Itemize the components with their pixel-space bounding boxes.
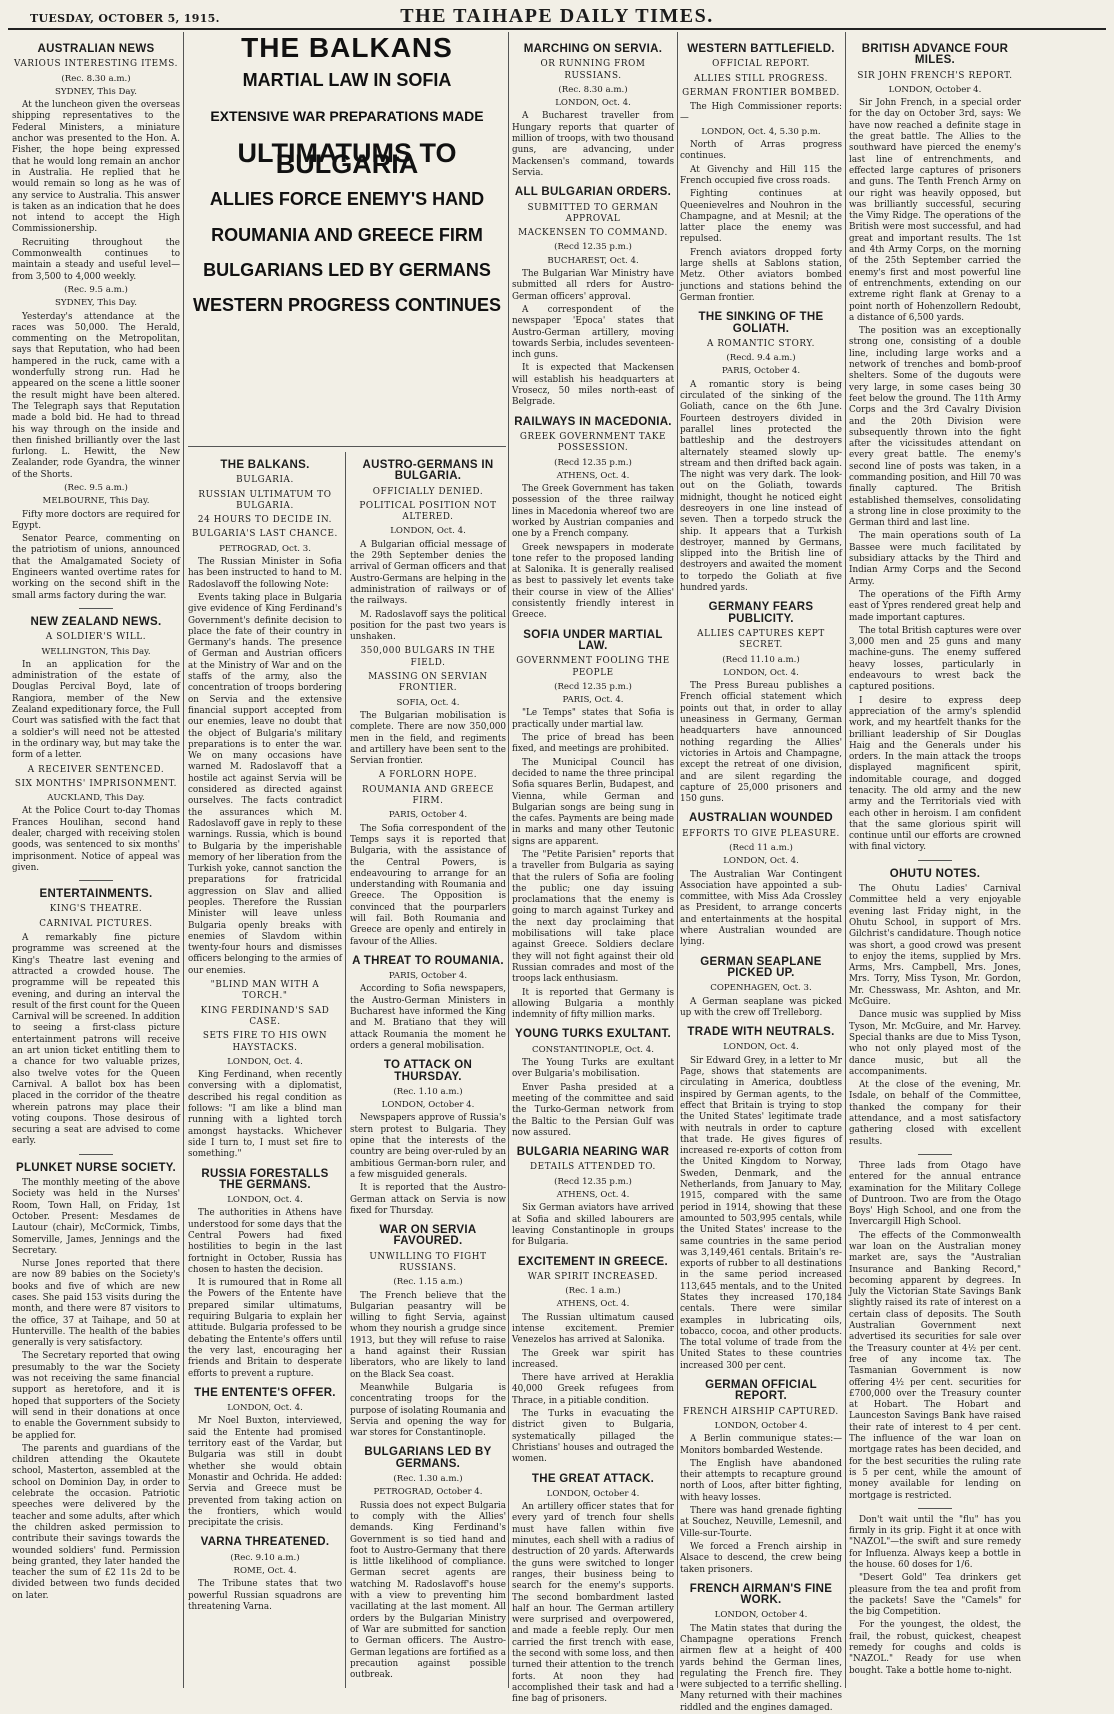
article-paragraph: The Bulgarian War Ministry have submitted all rders for Austro-German officers' approval. (512, 269, 674, 302)
article-paragraph: The monthly meeting of the above Society was held in the Nurses' Room, Town Hall, on Friday, 1st October. Present: Mesdames de Lautour (chair), McCormick, Timbs, Somerville, James, Jennings and the Secretary. (12, 1178, 180, 1256)
article-heading: WAR ON SERVIA FAVOURED. (379, 1224, 477, 1248)
article-paragraph: "Desert Gold" Tea drinkers get pleasure from the tea and profit from the packets! Save the "Camels" for the big Competition. (849, 1573, 1021, 1618)
issue-date: TUESDAY, OCTOBER 5, 1915. (30, 12, 220, 25)
article-heading: GERMANY FEARS PUBLICITY. (708, 601, 814, 625)
article-paragraph: At Givenchy and Hill 115 the French occupied five cross roads. (680, 164, 842, 186)
article-heading: THE SINKING OF THE GOLIATH. (698, 311, 824, 335)
article-separator (79, 880, 113, 881)
newspaper-title: THE TAIHAPE DAILY TIMES. (400, 5, 714, 27)
article-paragraph: Fighting continues at Queenievelres and Nouhron in the Champagne, and at Mesnil; at the latter place the enemy was repulsed. (680, 189, 842, 245)
article-paragraph: The Russian Minister in Sofia has been instructed to hand to M. Radoslavoff the following Note: (188, 557, 342, 590)
article-paragraph: A romantic story is being circulated of the sinking of the Goliath, cance on the 6th June. Fourteen destroyers divided in parallel lines protected the battleship and the destroyers alternately steamed slowly up-stream and then drifted back again. The night was very dark. The look-out on the Goliath, towards midnight, thought he noticed eight desreoyers in one line instead of seven. Then a torpedo struck the ship. It appears that a Turkish destroyer, manned by Germans, slipped into the British line of destroyers and awaited the moment to torpedo the Goliath at five hundred yards. (680, 379, 842, 594)
article-dateline: LONDON, October 4. (714, 1610, 808, 1621)
article-paragraph: The Press Bureau publishes a French official statement which points out that, in order to allay uneasiness in Germany, German headquarters have announced nothing regarding the Allies' victories in Artois and Champagne, except the retreat of one division, and are silent regarding the capture of 25,000 prisoners and 150 guns. (680, 681, 842, 805)
article-subheading: POLITICAL POSITION NOT ALTERED. (359, 500, 497, 523)
article-paragraph: The Matin states that during the Champagne operations French airmen flew at a height of 400 yards behind the German lines, regulating the French fire. They were subjected to a terrific shelling. Many returned with their machines riddled and the engines damaged. (680, 1623, 842, 1713)
article-dateline: LONDON, October 4. (888, 84, 982, 95)
article-paragraph: A remarkably fine picture programme was screened at the King's Theatre last evening and attracted a crowded house. The programme will be repeated this evening, and during an interval the result of the first count for the Queen Carnival will be screened. In addition to seeing a first-class picture entertainment patrons will receive an art union ticket entitling them to a chance for two valuable prizes, also twelve votes for the Queen Carnival. A ballot box has been placed in the corridor of the theatre wherein patrons may place their voting coupons. Those desirous of securing a seat are advised to come early. (12, 933, 180, 1147)
article-heading: AUSTRO-GERMANS IN BULGARIA. (362, 459, 494, 483)
article-paragraph: The English have abandoned their attempts to recapture ground north of Loos, after bitter fighting, with heavy losses. (680, 1458, 842, 1503)
article-heading: FRENCH AIRMAN'S FINE WORK. (689, 1582, 833, 1607)
article-heading: TO ATTACK ON THURSDAY. (383, 1059, 473, 1083)
article-paragraph: A Bucharest traveller from Hungary reports that quarter of million of troops, with two thousand guns, are advancing, under Mackensen's command, towards Servia. (512, 111, 674, 178)
article-subheading: SUBMITTED TO GERMAN APPROVAL (527, 202, 659, 224)
article-paragraph: Dance music was supplied by Miss Tyson, Mr. McGuire, and Mr. Harvey. Special thanks are due to Miss Tyson, who not only played most of the dance music, but all the accompaniments. (849, 1010, 1021, 1077)
article-subheading: OFFICIALLY DENIED. (372, 486, 484, 497)
article-subheading: FRENCH AIRSHIP CAPTURED. (683, 1406, 839, 1417)
article-paragraph: An artillery officer states that for every yard of trench four shells must have fallen within five minutes, each shell with a radius of destruction of 20 yards. Afterwards the guns were switched to longer ranges, their business being to search for the enemy's supports. The second bombardment lasted half an hour. The German artillery were surprised and overpowered, and made a feeble reply. Our men carried the first trench with ease, the second with some loss, and then turned their attention to the trench forts. At noon they had accomplished their task and had a fine bag of prisoners. (512, 1502, 674, 1705)
column-1 (12, 36, 180, 1690)
article-dateline: LONDON, Oct. 4, 5.30 p.m. (701, 126, 821, 137)
article-paragraph: According to Sofia newspapers, the Austro-German Ministers in Bucharest have informed the King and M. Bratiano that they will attack Roumania the moment he orders a general mobilisation. (350, 984, 506, 1051)
article-heading: THE BALKANS. (220, 459, 310, 471)
article-dateline: (Rec. 9.5 a.m.) (64, 482, 128, 493)
article-subheading: SETS FIRE TO HIS OWN HAYSTACKS. (202, 1031, 328, 1053)
column-rule (183, 32, 184, 1688)
article-dateline: LONDON, Oct. 4. (723, 856, 799, 867)
article-paragraph: The authorities in Athens have understood for some days that the Central Powers had fixed hostilities to begin in the last fortnight in October, Russia has chosen to hasten the decision. (188, 1208, 342, 1275)
article-dateline: ATHENS, Oct. 4. (556, 1299, 630, 1310)
article-subheading: SIX MONTHS' IMPRISONMENT. (14, 778, 178, 789)
balkans-headline: ULTIMATUMS TO BULGARIA (237, 137, 457, 180)
article-paragraph: Six German aviators have arrived at Sofia and skilled labourers are leaving Constantinople in groups for Bulgaria. (512, 1203, 674, 1248)
article-heading: THE GREAT ATTACK. (531, 1472, 655, 1485)
article-paragraph: The position was an exceptionally strong one, consisting of a double line, including large works and a network of trenches and bomb-proof shelters. Some of the dugouts were very large, in some cases being 30 feet below the ground. The 11th Army Corps and the 3rd Cavalry Division and the 20th Division were subsequently thrown into the fight after the vicissitudes attendant on every great battle. The enemy's second line of posts was taken, in a commanding position, and Hill 70 was finally captured. The British established themselves, consolidating a strong line in close proximity to the German third and last line. (849, 326, 1021, 529)
article-subheading: A ROMANTIC STORY. (706, 338, 816, 349)
article-paragraph: The Sofia correspondent of the Temps says it is reported that Bulgaria, with the assistance of the Central Powers, is endeavouring to arrange for an understanding with Roumania and Greece. The Opposition is convinced that the pourparlers will fail. Both Roumania and Greece are openly and entirely in favour of the Allies. (350, 823, 506, 947)
article-subheading: GERMAN FRONTIER BOMBED. (682, 87, 840, 98)
article-dateline: WELLINGTON, This Day. (41, 646, 151, 657)
article-subheading: MACKENSEN TO COMMAND. (518, 228, 668, 239)
article-subheading: BULGARIA. (236, 475, 294, 486)
article-dateline: (Rec. 1.15 a.m.) (393, 1277, 463, 1288)
article-dateline: SYDNEY, This Day. (55, 86, 137, 97)
article-dateline: (Rec. 8.30 a.m.) (558, 84, 628, 95)
article-paragraph: A Berlin communique states:—Monitors bombarded Westende. (680, 1434, 842, 1456)
balkans-headline: ROUMANIA AND GREECE FIRM (211, 224, 483, 245)
article-subheading: WAR SPIRIT INCREASED. (527, 1271, 659, 1282)
article-heading: WESTERN BATTLEFIELD. (687, 43, 835, 55)
article-subheading: KING FERDINAND'S SAD CASE. (200, 1005, 330, 1027)
article-dateline: (Recd. 9.4 a.m.) (726, 353, 796, 364)
section-rule (188, 446, 506, 447)
balkans-title: THE BALKANS (241, 32, 453, 63)
article-paragraph: The price of bread has been fixed, and meetings are prohibited. (512, 733, 674, 755)
article-dateline: (Recd 12.35 p.m.) (554, 1176, 632, 1187)
article-heading: RUSSIA FORESTALLS THE GERMANS. (201, 1167, 329, 1191)
article-paragraph: Greek newspapers in moderate tone refer to the proposed landing at Salonika. It is generally realised as best to passively let events take their course in view of the Allies' consistently friendly interest in Greece. (512, 542, 674, 621)
article-dateline: LONDON, Oct. 4. (227, 1195, 303, 1206)
article-paragraph: Meanwhile Bulgaria is concentrating troops for the purpose of isolating Roumania and Servia and opening the way for war stores for Constantinople. (350, 1382, 506, 1439)
article-subheading: UNWILLING TO FIGHT RUSSIANS. (369, 1251, 487, 1273)
column-2b (350, 452, 506, 1690)
column-5 (849, 36, 1021, 1690)
column-4 (680, 36, 842, 1713)
article-paragraph: The operations of the Fifth Army east of Ypres rendered great help and made important captures. (849, 589, 1021, 623)
article-dateline: (Recd 12.35 p.m.) (554, 681, 632, 692)
article-subheading: VARIOUS INTERESTING ITEMS. (14, 59, 178, 70)
column-rule (508, 32, 509, 1688)
article-dateline: (Rec. 1.10 a.m.) (393, 1086, 463, 1097)
article-dateline: PARIS, October 4. (721, 366, 801, 377)
article-separator (918, 1154, 952, 1155)
article-heading: A THREAT TO ROUMANIA. (352, 954, 504, 967)
article-subheading: A SOLDIER'S WILL. (45, 632, 147, 643)
balkans-headline: MARTIAL LAW IN SOFIA (242, 70, 452, 91)
article-paragraph: Three lads from Otago have entered for the annual entrance examination for the Military College of Duntroon. Two are from the Otago Boys' High School, and one from the Invercargill High School. (849, 1160, 1021, 1228)
article-paragraph: The Young Turks are exultant over Bulgaria's mobilisation. (512, 1058, 674, 1080)
article-heading: VARNA THREATENED. (200, 1536, 330, 1549)
article-subheading: EFFORTS TO GIVE PLEASURE. (682, 828, 840, 839)
article-dateline: ATHENS, Oct. 4. (556, 470, 630, 481)
article-paragraph: The Secretary reported that owing presumably to the war the Society was not receiving the same financial support as heretofore, and it is hoped that supporters of the Society will send in their donations at once to enable the Government subsidy to be applied for. (12, 1351, 180, 1441)
article-paragraph: The Russian ultimatum caused intense excitement. Premier Venezelos has arrived at Salonika. (512, 1312, 674, 1346)
article-heading: GERMAN SEAPLANE PICKED UP. (700, 955, 822, 979)
article-paragraph: The parents and guardians of the children attending the Okautete school, Masterton, assembled at the school on Dominion Day, in order to celebrate the occasion. Patriotic speeches were delivered by the teacher and some adults, after which the children asked permission to contribute their savings towards the wounded soldiers' fund. Permission being granted, they later handed the teacher the sum of £2 11s 2d to be divided between two funds decided on later. (12, 1443, 180, 1601)
article-subheading: SIR JOHN FRENCH'S REPORT. (857, 70, 1013, 81)
article-dateline: (Recd 12.35 p.m.) (554, 242, 632, 253)
article-dateline: LONDON, October 4. (546, 1488, 640, 1499)
article-heading: AUSTRALIAN NEWS (37, 43, 155, 55)
article-paragraph: The Ohutu Ladies' Carnival Committee held a very enjoyable evening last Friday night, in the Ohutu School, in support of Mrs. Gilchrist's candidature. Though notice was short, a good crowd was present to enjoy the items, supplied by Mrs. Arms, Mrs. Campbell, Mrs. Jones, Mrs. Torry, Miss Tyson, Mr. Gordon, Mr. Chesswass, Mr. Ashton, and Mr. McGuire. (849, 884, 1021, 1008)
article-heading: PLUNKET NURSE SOCIETY. (16, 1161, 176, 1174)
masthead (8, 4, 1106, 30)
article-paragraph: Don't wait until the "flu" has you firmly in its grip. Fight it at once with "NAZOL"—the swift and sure remedy for Influenza. Always keep a bottle in the house. 60 doses for 1/6. (849, 1514, 1021, 1570)
article-paragraph: The Tribune states that two powerful Russian squadrons are threatening Varna. (188, 1579, 342, 1612)
column-3 (512, 36, 674, 1705)
article-dateline: LONDON, Oct. 4. (555, 98, 631, 109)
article-heading: TRADE WITH NEUTRALS. (687, 1026, 835, 1039)
article-dateline: (Recd 11 a.m.) (729, 843, 793, 853)
article-dateline: PETROGRAD, October 4. (373, 1487, 483, 1498)
article-subheading: ROUMANIA AND GREECE FIRM. (362, 784, 494, 807)
article-subheading: ALLIES CAPTURES KEPT SECRET. (697, 628, 825, 651)
article-dateline: BUCHAREST, Oct. 4. (547, 255, 639, 266)
article-paragraph: Fifty more doctors are required for Egypt. (12, 509, 180, 531)
article-paragraph: At the close of the evening, Mr. Isdale, on behalf of the Committee, thanked the company for their attendance, and a most satisfactory gathering closed with excellent results. (849, 1080, 1021, 1147)
article-paragraph: There have arrived at Heraklia 40,000 Greek refugees from Thrace, in a pitiable condition. (512, 1373, 674, 1406)
article-heading: OHUTU NOTES. (889, 867, 981, 880)
article-dateline: SYDNEY, This Day. (55, 298, 137, 309)
article-dateline: ROME, Oct. 4. (233, 1566, 297, 1577)
article-paragraph: The Bulgarian mobilisation is complete. There are now 350,000 men in the field, and regiments and artillery have been sent to the Servian frontier. (350, 710, 506, 767)
article-paragraph: The Municipal Council has decided to name the three principal Sofia squares Berlin, Budapest, and Vienna, while German and Bulgarian songs are being sung in the cafes. Payments are being made in marks and many other Teutonic signs are apparent. (512, 757, 674, 847)
article-subheading: 24 HOURS TO DECIDE IN. (197, 515, 333, 526)
article-paragraph: The French believe that the Bulgarian peasantry will be willing to fight Servia, against whom they nourish a grudge since 1913, but they will refuse to raise a hand against their Russian liberators, who are likely to land on the Black Sea coast. (350, 1290, 506, 1380)
article-dateline: LONDON, Oct. 4. (723, 667, 799, 678)
balkans-headline-block (188, 32, 506, 442)
article-subheading: KING'S THEATRE. (49, 904, 143, 915)
article-heading: THE ENTENTE'S OFFER. (194, 1386, 336, 1399)
article-heading: NEW ZEALAND NEWS. (30, 615, 162, 628)
column-rule (345, 452, 346, 1688)
article-paragraph: It is reported that Germany is allowing Bulgaria a monthly indemnity of fifty million marks. (512, 987, 674, 1021)
article-dateline: PETROGRAD, Oct. 3. (219, 543, 311, 554)
article-heading: ALL BULGARIAN ORDERS. (514, 186, 672, 199)
article-heading: BRITISH ADVANCE FOUR MILES. (861, 43, 1009, 67)
article-paragraph: Sir John French, in a special order for the day on October 3rd, says: We have now reached a definite stage in the great battle. The Allies to the southward have pierced the enemy's last line of entrenchments, and effected large captures of prisoners and guns. The Tenth French Army on our right was heavily opposed, but was brilliantly successful, securing the Vimy Ridge. The operations of the British were most successful, and had great and important results. The 1st and 4th Army Corps, on the morning of the 25th September carried the enemy's first and most powerful line of entrenchments, extending on our extreme right flank at Grenay to a point north of Hohenzollern Redoubt, a distance of 6,500 yards. (849, 98, 1021, 323)
article-paragraph: It is expected that Mackensen will establish his headquarters at Vrosecz, 50 miles north-east of Belgrade. (512, 363, 674, 408)
column-rule (677, 32, 678, 1688)
balkans-headline: EXTENSIVE WAR PREPARATIONS MADE (210, 107, 484, 124)
article-paragraph: Yesterday's attendance at the races was 50,000. The Herald, commenting on the Metropolitan, says that Reputation, who had been hampered in the ruck, came with a wonderfully strong run. Had he appeared on the scene a little sooner the result might have been altered. The Telegraph says that Reputation made a bold bid. He had to thread his way through on the inside and then finished brilliantly over the last furlong. L. Hewitt, the New Zealander, rode Gyandra, the winner of the Shorts. (12, 311, 180, 480)
article-paragraph: The Australian War Contingent Association have appointed a sub-committee, with Miss Ada Crossley as President, to arrange concerts and entertainments at the hospital where Australian wounded are lying. (680, 869, 842, 948)
article-subheading: A FORLORN HOPE. (378, 770, 478, 781)
article-separator (79, 608, 113, 609)
article-dateline: (Rec. 8.30 a.m.) (61, 73, 131, 84)
article-paragraph: Mr Noel Buxton, interviewed, said the Entente had promised territory east of the Vardar, but Bulgaria was still in doubt whether she would obtain Monastir and Ochrida. He added: Servia and Greece must be prevented from taking action on the frontiers, which would precipitate the crisis. (188, 1416, 342, 1529)
article-paragraph: The total British captures were over 3,000 men and 25 guns and many machine-guns. The enemy suffered heavy losses, particularly in endeavours to wrest back the captured positions. (849, 625, 1021, 693)
article-paragraph: Nurse Jones reported that there are now 89 babies on the Society's books and five of which are new cases. She paid 153 visits during the month, and there were 87 visitors to the office, 37 at Taihape, and 50 at Hunterville. The health of the babies generally is very satisfactory. (12, 1259, 180, 1349)
article-paragraph: There was hand grenade fighting at Souchez, Neuville, Lemesnil, and Ville-sur-Tourte. (680, 1506, 842, 1539)
article-subheading: A RECEIVER SENTENCED. (27, 764, 165, 775)
article-paragraph: The Greek Government has taken possession of the three railway lines in Macedonia whereof two are worked by Austrian companies and one by a French company. (512, 484, 674, 540)
article-paragraph: In an application for the administration of the estate of Douglas Percival Boyd, late of Rangiora, member of the New Zealand expeditionary force, the Full Court was satisfied with the fact that a soldier's will need not be attested in the ordinary way, but may take the form of a letter. (12, 659, 180, 761)
article-dateline: (Rec. 9.10 a.m.) (230, 1552, 300, 1563)
article-heading: RAILWAYS IN MACEDONIA. (514, 415, 672, 428)
article-paragraph: It is rumoured that in Rome all the Powers of the Entente have prepared similar ultimatums, requiring Bulgaria to explain her attitude. Bulgaria professed to be debating the Entente's offers until the very last, encouraging her friends and Britain to desperate efforts to prevent a rupture. (188, 1278, 342, 1379)
article-paragraph: For the youngest, the oldest, the frail, the robust, quickest, cheapest remedy for coughs and colds is "NAZOL." Ready for use when bought. Take a bottle home to-night. (849, 1620, 1021, 1676)
article-paragraph: Recruiting throughout the Commonwealth continues to maintain a steady and useful level—from 3,500 to 4,000 weekly. (12, 237, 180, 282)
article-paragraph: A German seaplane was picked up with the crew off Trelleborg. (680, 996, 842, 1018)
article-paragraph: The main operations south of La Bassee were much facilitated by subsidiary attacks by the Third and Indian Army Corps and the Second Army. (849, 531, 1021, 587)
article-dateline: (Recd 11.10 a.m.) (722, 654, 800, 665)
article-heading: ENTERTAINMENTS. (39, 888, 153, 901)
article-paragraph: Enver Pasha presided at a meeting of the committee and said the Turko-German network from the Baltic to the Persian Gulf was now assured. (512, 1082, 674, 1138)
article-subheading: MASSING ON SERVIAN FRONTIER. (368, 672, 488, 694)
article-dateline: COPENHAGEN, Oct. 3. (710, 983, 812, 994)
article-subheading: ALLIES STILL PROGRESS. (693, 73, 828, 84)
article-paragraph: King Ferdinand, when recently conversing with a diplomatist, described his regal condition as follows: "I am like a blind man running with a lighted torch amongst haystacks. Whichever side I turn to, I must set fire to something." (188, 1070, 342, 1160)
article-subheading: RUSSIAN ULTIMATUM TO BULGARIA. (198, 489, 332, 511)
article-subheading: OFFICIAL REPORT. (712, 59, 810, 70)
article-subheading: CARNIVAL PICTURES. (39, 918, 153, 929)
article-paragraph: North of Arras progress continues. (680, 140, 842, 162)
article-subheading: BULGARIA'S LAST CHANCE. (192, 529, 338, 540)
article-heading: EXCITEMENT IN GREECE. (517, 1255, 669, 1268)
article-dateline: LONDON, Oct. 4. (390, 526, 466, 537)
article-paragraph: Russia does not expect Bulgaria to comply with the Allies' demands. King Ferdinand's Government is so tied hand and foot to Austro-Germany that there is little likelihood of compliance. German secret agents are watching M. Radoslavoff's house with a view to preventing him vacillating at the last moment. All orders by the Bulgarian Ministry of War are submitted for sanction to German officers. The Austro-German legations are fortified as a precaution against possible outbreak. (350, 1500, 506, 1681)
article-paragraph: At the Police Court to-day Thomas Frances Houlihan, second hand dealer, charged with receiving stolen goods, was sentenced to six months' imprisonment. Notice of appeal was given. (12, 806, 180, 873)
article-dateline: CONSTANTINOPLE, Oct. 4. (532, 1044, 654, 1055)
article-dateline: (Rec. 9.5 a.m.) (64, 284, 128, 295)
article-paragraph: The "Petite Parisien" reports that a traveller from Bulgaria as saying that the rulers of Sofia are fooling the public; one day issuing proclamations that the enemy is going to march against Turkey and the next day proclaiming that mobilisations will take place against Greece. Soldiers declare they will not fight against their old Russian comrades and most of the troops lack enthusiasm. (512, 850, 674, 985)
article-paragraph: It is reported that the Austro-German attack on Servia is now fixed for Thursday. (350, 1183, 506, 1216)
balkans-headline: BULGARIANS LED BY GERMANS (203, 260, 491, 281)
article-dateline: (Recd 12.35 p.m.) (554, 457, 632, 468)
article-paragraph: The Turks in evacuating the district given to Bulgaria, systematically pillaged the Christians' houses and outraged the women. (512, 1409, 674, 1465)
article-paragraph: French aviators dropped forty large shells at Sablons station, Metz. Other aviators bombed junctions and stations behind the German frontier. (680, 247, 842, 303)
article-paragraph: We forced a French airship in Alsace to descend, the crew being taken prisoners. (680, 1541, 842, 1575)
article-subheading: GREEK GOVERNMENT TAKE POSSESSION. (519, 431, 667, 454)
article-paragraph: "Le Temps" states that Sofia is practically under martial law. (512, 708, 674, 730)
article-paragraph: Events taking place in Bulgaria give evidence of King Ferdinand's Government's definite decision to place the fate of their country in Germany's hands. The presence of German and Austrian officers at the Ministry of War and on the staffs of the army, also the concentration of troops bordering on Servia and the extensive financial support accepted from our enemies, leave no doubt that the object of Bulgaria's military preparations is to enter the war. We on many occasions have warned M. Radoslavoff that a hostile act against Servia will be considered as directed against ourselves. The facts contradict the assurances which M. Radoslavoff gave in reply to these warnings. Russia, which is bound to Bulgaria by the imperishable memory of her liberation from the Turkish yoke, cannot sanction the preparations for fratricidal aggression on Slav and allied peoples. Therefore the Russian Minister will leave unless Bulgaria openly breaks with enemies of Slavdom within twenty-four hours and dismisses officers belonging to the armies of our enemies. (188, 592, 342, 976)
article-subheading: GOVERNMENT FOOLING THE PEOPLE (516, 656, 670, 678)
article-paragraph: The Greek war spirit has increased. (512, 1348, 674, 1370)
article-paragraph: At the luncheon given the overseas shipping representatives to the Federal Ministers, a miniature anchor was presented to the Hon. A. Fisher, the hope being expressed that he would long remain an anchor in Australia. He replied that he would remain so long as he was of any service to Australia. This answer is taken as an indication that he does not intend to accept the High Commissionership. (12, 100, 180, 235)
article-dateline: MELBOURNE, This Day. (42, 496, 150, 507)
balkans-headline: WESTERN PROGRESS CONTINUES (192, 295, 502, 316)
article-paragraph: The effects of the Commonwealth war loan on the Australian money market are, says the "Australian Insurance and Banking Record," becoming apparent by degrees. In July the Victorian State Savings Bank slightly raised its rate of interest on a certain class of deposits. The South Australian Government next advertised its securities for sale over the Treasury counter at 4½ per cent. free of any income tax. The Tasmanian Government is now offering 4½ per cent. securities for £700,000 over the Treasury counter at Hobart. The Hobart and Launceston Savings Bank have raised their rate of interest to 4 per cent. The influence of the war loan on mortgage rates has been decided, and for the best securities the ruling rate is 5 per cent, while the amount of money available for lending on mortgage is restricted. (849, 1230, 1021, 1501)
article-dateline: SOFIA, Oct. 4. (396, 697, 460, 708)
column-rule (845, 32, 846, 1688)
article-subheading: "BLIND MAN WITH A TORCH." (210, 980, 320, 1002)
article-heading: BULGARIANS LED BY GERMANS. (364, 1446, 492, 1470)
article-dateline: LONDON, October 4. (381, 1100, 475, 1111)
article-subheading: DETAILS ATTENDED TO. (530, 1162, 656, 1173)
article-dateline: LONDON, Oct. 4. (227, 1056, 303, 1067)
article-heading: BULGARIA NEARING WAR (516, 1146, 670, 1159)
article-dateline: PARIS, October 4. (388, 810, 468, 821)
article-dateline: LONDON, October 4. (714, 1420, 808, 1431)
article-paragraph: Newspapers approve of Russia's stern protest to Bulgaria. They opine that the interests of the country are being over-ruled by an ambitious German-born ruler, and a few misguided generals. (350, 1113, 506, 1180)
article-dateline: PARIS, Oct. 4. (562, 695, 624, 706)
article-paragraph: A correspondent of the newspaper 'Epoca' states that Austro-German artillery, moving towards Serbia, includes seventeen-inch guns. (512, 304, 674, 361)
article-subheading: OR RUNNING FROM RUSSIANS. (540, 59, 646, 81)
article-dateline: (Rec. 1.30 a.m.) (393, 1474, 463, 1485)
article-paragraph: Senator Pearce, commenting on the patriotism of unions, announced that the Amalgamated Society of Engineers wanted overtime rates for working on the second shift in the small arms factory during the war. (12, 534, 180, 601)
article-heading: SOFIA UNDER MARTIAL LAW. (523, 628, 663, 652)
article-dateline: (Rec. 1 a.m.) (565, 1286, 621, 1297)
article-paragraph: A Bulgarian official message of the 29th September denies the arrival of German officers and that Austro-Germans are helping in the administration of railways or of the railways. (350, 539, 506, 607)
article-dateline: AUCKLAND, This Day. (47, 793, 145, 804)
article-heading: MARCHING ON SERVIA. (523, 43, 663, 55)
article-heading: AUSTRALIAN WOUNDED (688, 812, 834, 825)
article-separator (918, 1508, 952, 1509)
article-paragraph: I desire to express deep appreciation of the army's splendid work, and my heartfelt thanks for the brilliant leadership of Sir Douglas Haig and the Generals under his orders. In the main attack the troops displayed magnificent spirit, indomitable courage, and dogged tenacity. The old army and the new army and the Territorials vied with each other in heroism. I am confident that the same glorious spirit will continue until our efforts are crowned with final victory. (849, 695, 1021, 853)
article-paragraph: Sir Edward Grey, in a letter to Mr Page, shows that statements are circulating in America, doubtless inspired by German agents, to the effect that Britain is trying to stop the United States' legitimate trade with neutrals in order to capture that trade. He gives figures of increased re-exports of cotton from the United Kingdom to Norway, Sweden, Denmark, and the Netherlands, from January to May, 1915, compared with the same period in 1914, showing that these amounted to 503,995 centals, while the United States' increase to the same countries in the same period was 3,149,461 centals. Britain's re-exports of rubber to all destinations in the same period increased 113,645 mentals, and to the United States they increased 170,184 centals. There were similar examples in lubricating oils, tobacco, cocoa, and other products. The total volume of trade from the United States to these countries increased 300 per cent. (680, 1055, 842, 1371)
article-dateline: ATHENS, Oct. 4. (556, 1190, 630, 1201)
article-heading: YOUNG TURKS EXULTANT. (514, 1028, 671, 1041)
article-subheading: 350,000 BULGARS IN THE FIELD. (360, 646, 496, 668)
article-paragraph: The High Commissioner reports:— (680, 102, 842, 124)
article-paragraph: M. Radoslavoff says the political position for the past two years is unshaken. (350, 609, 506, 643)
article-separator (918, 860, 952, 861)
article-separator (79, 1154, 113, 1155)
article-dateline: LONDON, Oct. 4. (227, 1403, 303, 1414)
balkans-headline: ALLIES FORCE ENEMY'S HAND (209, 189, 485, 210)
article-heading: GERMAN OFFICIAL REPORT. (705, 1379, 817, 1403)
article-dateline: LONDON, Oct. 4. (723, 1042, 799, 1053)
article-dateline: PARIS, October 4. (388, 971, 468, 982)
column-2a (188, 452, 342, 1690)
